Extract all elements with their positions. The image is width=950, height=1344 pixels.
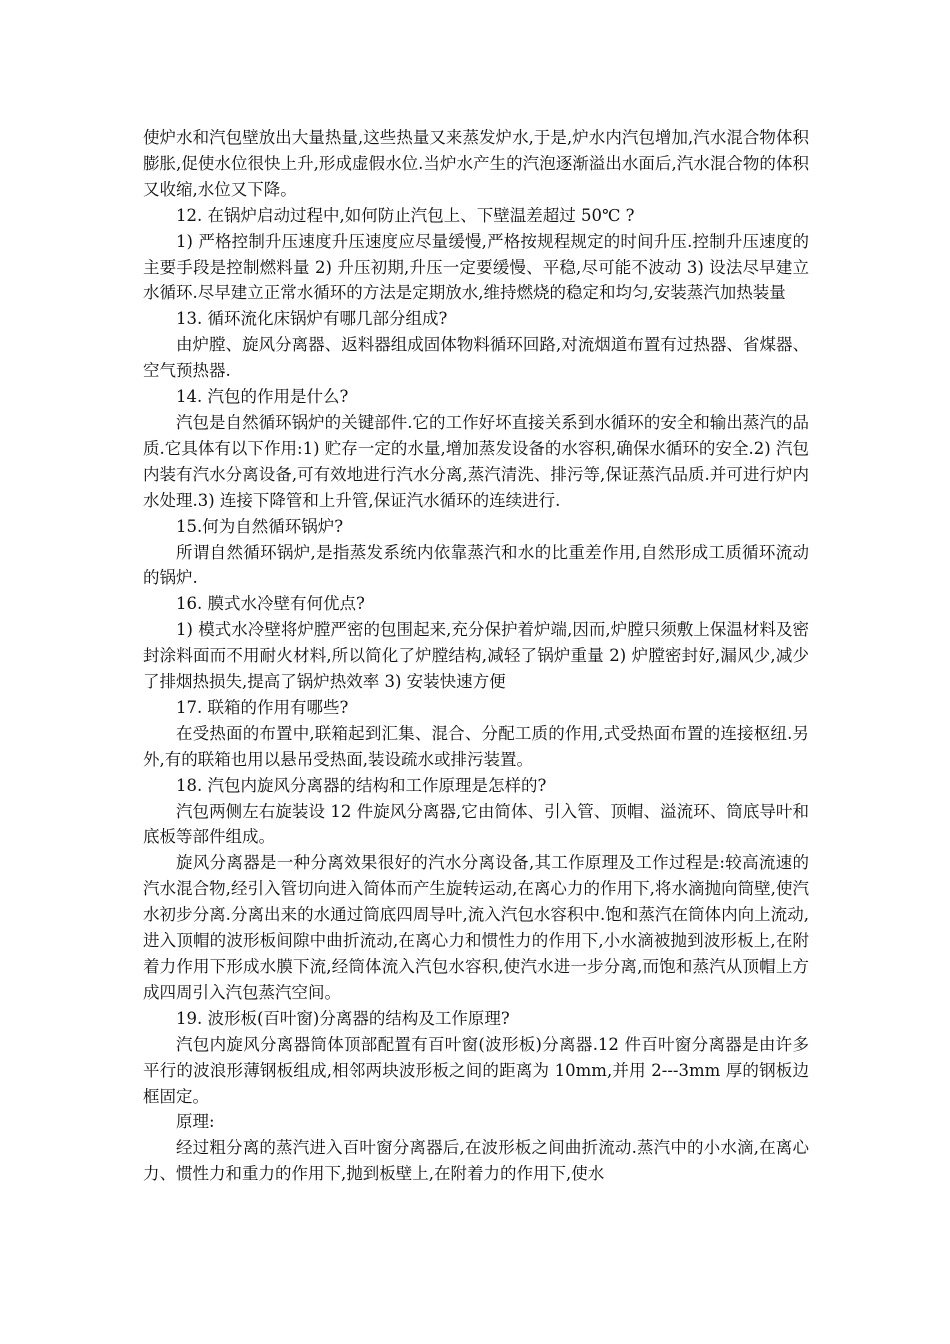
question-12-heading: 12. 在锅炉启动过程中,如何防止汽包上、下壁温差超过 50℃ ?	[176, 205, 635, 225]
question-13-heading: 13. 循环流化床锅炉有哪几部分组成?	[176, 309, 448, 329]
answer-17-paragraph: 在受热面的布置中,联箱起到汇集、混合、分配工质的作用,式受热面布置的连接枢纽.另外,有的联箱也用以悬吊受热面,装设疏水或排污装置。	[143, 723, 809, 769]
question-18-heading: 18. 汽包内旋风分离器的结构和工作原理是怎样的?	[176, 775, 547, 795]
answer-15-paragraph: 所谓自然循环锅炉,是指蒸发系统内依靠蒸汽和水的比重差作用,自然形成工质循环流动的锅炉.	[143, 542, 809, 588]
principle-label: 原理:	[176, 1112, 215, 1132]
answer-16-paragraph: 1) 模式水冷壁将炉膛严密的包围起来,充分保护着炉端,因而,炉膛只须敷上保温材料及密封涂料面而不用耐火材料,所以简化了炉膛结构,减轻了锅炉重量 2) 炉膛密封好,漏风少,减少了排烟热损失,提高了锅炉热效率 3) 安装快速方便	[143, 620, 809, 692]
answer-14-paragraph: 汽包是自然循环锅炉的关键部件.它的工作好坏直接关系到水循环的安全和输出蒸汽的品质.它具体有以下作用:1) 贮存一定的水量,增加蒸发设备的水容积,确保水循环的安全.2) 汽包内装有汽水分离设备,可有效地进行汽水分离,蒸汽清洗、排污等,保证蒸汽品质.并可进行炉内水处理.3) 连接下降管和上升管,保证汽水循环的连续进行.	[143, 412, 809, 510]
question-19-heading: 19. 波形板(百叶窗)分离器的结构及工作原理?	[176, 1008, 510, 1028]
answer-13-paragraph: 由炉膛、旋风分离器、返料器组成固体物料循环回路,对流烟道布置有过热器、省煤器、空气预热器.	[143, 335, 809, 381]
question-17-heading: 17. 联箱的作用有哪些?	[176, 697, 349, 717]
answer-19-structure-paragraph: 汽包内旋风分离器筒体顶部配置有百叶窗(波形板)分离器.12 件百叶窗分离器是由许多平行的波浪形薄钢板组成,相邻两块波形板之间的距离为 10mm,并用 2---3mm 厚的钢板边框固定。	[143, 1034, 809, 1106]
answer-12-paragraph: 1) 严格控制升压速度升压速度应尽量缓慢,严格按规程规定的时间升压.控制升压速度的主要手段是控制燃料量 2) 升压初期,升压一定要缓慢、平稳,尽可能不波动 3) 设法尽早建立水循环.尽早建立正常水循环的方法是定期放水,维持燃烧的稳定和均匀,安装蒸汽加热装量	[143, 231, 809, 303]
answer-18-principle-paragraph: 旋风分离器是一种分离效果很好的汽水分离设备,其工作原理及工作过程是:较高流速的汽水混合物,经引入管切向进入简体而产生旋转运动,在离心力的作用下,将水滴抛向筒壁,使汽水初步分离.分离出来的水通过筒底四周导叶,流入汽包水容积中.饱和蒸汽在筒体内向上流动,进入顶帽的波形板间隙中曲折流动,在离心力和惯性力的作用下,小水滴被抛到波形板上,在附着力作用下形成水膜下流,经筒体流入汽包水容积,使汽水进一步分离,而饱和蒸汽从顶帽上方成四周引入汽包蒸汽空间。	[143, 853, 809, 1002]
paragraph-continuation: 使炉水和汽包壁放出大量热量,这些热量又来蒸发炉水,于是,炉水内汽包增加,汽水混合物体积膨胀,促使水位很快上升,形成虚假水位.当炉水产生的汽泡逐渐溢出水面后,汽水混合物的体积又收缩,水位又下降。	[143, 128, 809, 199]
answer-19-principle-paragraph: 经过粗分离的蒸汽进入百叶窗分离器后,在波形板之间曲折流动.蒸汽中的小水滴,在离心力、惯性力和重力的作用下,抛到板壁上,在附着力的作用下,使水	[143, 1138, 809, 1184]
question-16-heading: 16. 膜式水冷壁有何优点?	[176, 594, 365, 614]
document-body	[143, 125, 809, 1187]
question-14-heading: 14. 汽包的作用是什么?	[176, 387, 349, 407]
question-15-heading: 15.何为自然循环锅炉?	[176, 516, 344, 536]
answer-18-structure-paragraph: 汽包两侧左右旋装设 12 件旋风分离器,它由简体、引入管、顶帽、溢流环、筒底导叶和底板等部件组成。	[143, 801, 809, 847]
